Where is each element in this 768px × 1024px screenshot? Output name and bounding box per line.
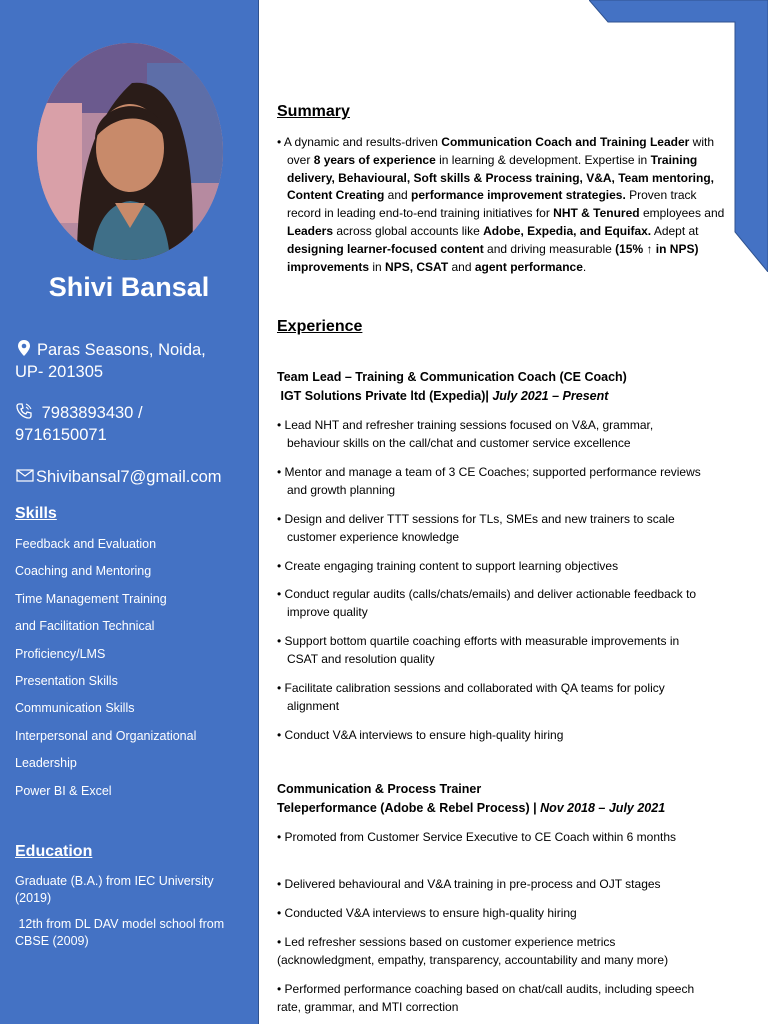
summary-heading: Summary [277, 103, 350, 120]
job1-bullet: • Design and deliver TTT sessions for TLs, SMEs and new trainers to scale customer experience knowledge [277, 512, 675, 544]
job2-bullet: • Promoted from Customer Service Executive to CE Coach within 6 months [277, 830, 677, 844]
job1-dates: July 2021 – Present [492, 389, 609, 403]
job1-bullet: • Mentor and manage a team of 3 CE Coaches; supported performance reviews and growth planning [277, 465, 701, 497]
education-text: (2019) [15, 891, 52, 905]
skill-item: Feedback and Evaluation [15, 537, 157, 551]
profile-photo [37, 43, 223, 260]
job1-bullet: • Support bottom quartile coaching efforts with measurable improvements in CSAT and resolution quality [277, 634, 680, 666]
phone [15, 402, 250, 446]
job1-header [277, 368, 737, 406]
job1-bullet: • Create engaging training content to support learning objectives [277, 559, 619, 573]
job1-company: IGT Solutions Private ltd (Expedia)| [277, 389, 493, 403]
skill-item: Interpersonal and Organizational [15, 728, 197, 743]
skills-heading: Skills [15, 505, 57, 522]
education-heading: Education [15, 843, 93, 860]
skills-list [15, 536, 255, 810]
summary-paragraph: • A dynamic and results-driven Communication Coach and Training Leader with over 8 years of experience in learning & development. Expertise in Training delivery, Behavioural, Soft skills & Process training, V&A, Team mentoring, Content Creating and performance improvement strategies. Proven track record in leading end-to-end training initiatives for NHT & Tenured employees and Leaders across global accounts like Adobe, Expedia, and Equifax. Adept at designing learner-focused content and driving measurable (15% ↑ in NPS) improvements in NPS, CSAT and agent performance. [277, 135, 725, 274]
job2-bullet: • Performed performance coaching based on chat/call audits, including speech rate, grammar, and MTI correction [277, 982, 695, 1014]
job2-bullet: • Led refresher sessions based on customer experience metrics (acknowledgment, empathy, transparency, accountability and many more) [277, 935, 669, 967]
job1-bullet: • Conduct regular audits (calls/chats/emails) and deliver actionable feedback to improve quality [277, 587, 697, 619]
job1-bullet: • Conduct V&A interviews to ensure high-quality hiring [277, 728, 564, 742]
envelope-icon [16, 466, 34, 484]
job2-bullet: • Conducted V&A interviews to ensure high-quality hiring [277, 906, 577, 920]
job2-role: Communication & Process Trainer [277, 782, 482, 796]
address-line2: UP- 201305 [15, 363, 104, 381]
phone-line1: 7983893430 / [41, 404, 143, 422]
email-text[interactable]: Shivibansal7@gmail.com [36, 468, 222, 486]
skill-item: Time Management Training [15, 591, 167, 606]
education-text: 12th from DL DAV model school from [15, 917, 225, 931]
location-pin-icon [15, 339, 33, 357]
job2-bullet: • Delivered behavioural and V&A training in pre-process and OJT stages [277, 877, 661, 891]
education-text: Graduate (B.A.) from IEC University [15, 874, 214, 888]
phone-icon [15, 402, 33, 420]
skill-item: Power BI & Excel [15, 783, 112, 798]
skill-item: Leadership [15, 756, 77, 771]
job1-bullet: • Facilitate calibration sessions and collaborated with QA teams for policy alignment [277, 681, 665, 713]
job1-bullet: • Lead NHT and refresher training sessions focused on V&A, grammar, behaviour skills on the call/chat and customer service excellence [277, 418, 654, 450]
email [16, 466, 251, 488]
job1-role: Team Lead – Training & Communication Coach (CE Coach) [277, 370, 627, 384]
education-item-12th [15, 916, 250, 950]
skill-item: Proficiency/LMS [15, 646, 106, 661]
experience-heading: Experience [277, 318, 363, 335]
skill-item: Communication Skills [15, 701, 135, 716]
education-text: CBSE (2009) [15, 934, 89, 948]
job2-header [277, 780, 737, 818]
education-item-graduate [15, 873, 250, 907]
profile-photo-image [37, 43, 223, 260]
skill-item: Coaching and Mentoring [15, 564, 152, 579]
job2-company: Teleperformance (Adobe & Rebel Process) | [277, 801, 541, 815]
candidate-name: Shivi Bansal [48, 272, 210, 302]
phone-line2: 9716150071 [15, 426, 107, 444]
skill-item: Presentation Skills [15, 673, 118, 688]
bullet: • [277, 135, 282, 149]
skill-item: and Facilitation Technical [15, 619, 155, 634]
address [15, 339, 250, 383]
address-line1: Paras Seasons, Noida, [37, 341, 206, 359]
job2-dates: Nov 2018 – July 2021 [540, 801, 666, 815]
